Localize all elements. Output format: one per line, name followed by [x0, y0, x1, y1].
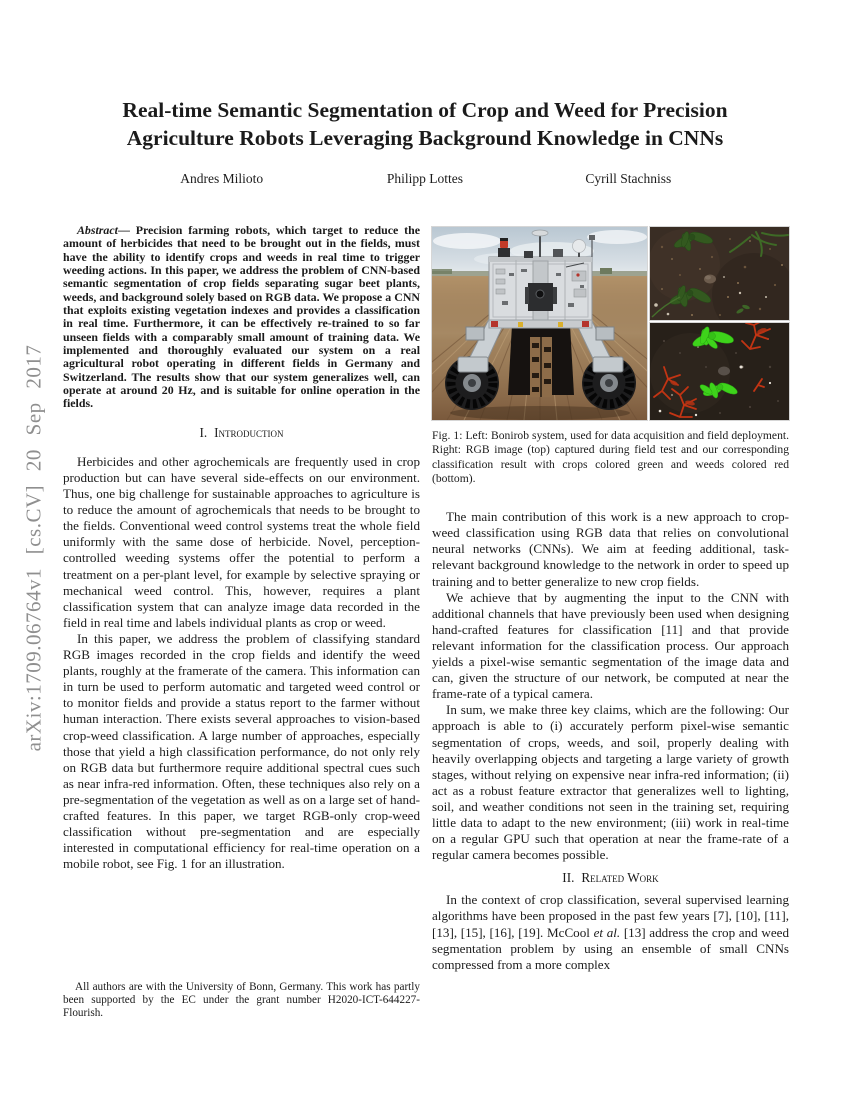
abstract-text: — Precision farming robots, which target to reduce the amount of herbicides that need to be brought out in the fields, must have the ability to identify crops and weeds in real time to trigger weeding actions. In this paper, we address the problem of CNN-based semantic segmentation of crop fields separating sugar beet plants, weeds, and background solely based on RGB data. We propose a CNN that exploits existing vegetation indexes and provides a classification in real time. Furthermore, it can be effectively re-trained to so far unseen fields with a comparably small amount of training data. We implemented and thoroughly evaluated our system on a real agricultural robot operating in different fields in Germany and Switzerland. The results show that our system generalizes well, can operate at around 20 Hz, and is suitable for online operation in the fields. [63, 223, 420, 411]
left-column [63, 224, 420, 872]
authors-row [120, 171, 730, 187]
contribution-paragraph-1: The main contribution of this work is a new approach to crop-weed classification using RGB data that relies on convolutional neural networks (CNNs). We aim at feeding additional, task-relevant background knowledge to the network in order to speed up training and to better generalize to new crop fields. [432, 509, 789, 589]
figure-1 [432, 227, 789, 486]
paper-title-line1: Real-time Semantic Segmentation of Crop and Weed for Precision [122, 98, 728, 122]
bonirob-robot-photo [432, 227, 647, 420]
classification-result-photo [650, 323, 789, 420]
contribution-paragraph-2: We achieve that by augmenting the input to the CNN with additional channels that have previously been used when designing hand-crafted features for classification [11] and that provide relevant information for the classification process. Our approach yields a pixel-wise semantic segmentation of the image data and can, given the structure of our network, be computed at near the frame-rate of a typical camera. [432, 589, 789, 702]
paper-title [0, 96, 850, 152]
paper-title-line2: Agriculture Robots Leveraging Background Knowledge in CNNs [126, 126, 724, 150]
right-column [432, 227, 789, 973]
related-work-paragraph-1: In the context of crop classification, several supervised learning algorithms have been proposed in the past few years [7], [10], [11], [13], [15], [16], [19]. McCool et al. [13] address the crop and weed segmentation problem by using an ensemble of small CNNs compressed from a more complex [432, 892, 789, 972]
author-2: Philipp Lottes [386, 171, 464, 186]
abstract-paragraph [63, 224, 420, 411]
figure-1-right-stack [650, 227, 789, 420]
intro-paragraph-2: In this paper, we address the problem of classifying standard RGB images recorded in the crop fields and identify the weed plants, roughly at the framerate of the camera. This information can in turn be used to perform automatic and targeted weed control or to monitor fields and provide a status report to the farmer without human interaction. There exists several approaches to vision-based crop-weed classification. A large number of approaches, especially those that yield a high classification performance, do not only rely on RGB data but furthermore require additional spectral cues such as near infra-red information. Often, these techniques also rely on a pre-segmentation of the vegetation as well as on a large set of hand-crafted features. In this paper, we target RGB-only crop-weed classification without pre-segmentation and are especially interested in computational efficiency for real-time operation on a mobile robot, see Fig. 1 for an illustration. [63, 630, 420, 872]
arxiv-stamp: arXiv:1709.06764v1 [cs.CV] 20 Sep 2017 [21, 344, 46, 752]
figure-1-images [432, 227, 789, 420]
rgb-field-photo [650, 227, 789, 320]
section-heading-related-work: II. Related Work [562, 870, 659, 886]
abstract-label: Abstract [77, 223, 118, 237]
author-footnote: All authors are with the University of Bonn, Germany. This work has partly been supported by the EC under the grant number H2020-ICT-644227-Flourish. [63, 981, 420, 1020]
intro-paragraph-1: Herbicides and other agrochemicals are frequently used in crop production but can have several side-effects on our environment. Thus, one big challenge for sustainable approaches to agriculture is to reduce the amount of agrochemicals that needs to be brought to the fields. Conventional weed control systems treat the whole field uniformly with the same dose of herbicide. Novel, perception-controlled weeding systems offer the potential to perform a treatment on a per-plant level, for example by selective spraying or mechanical weed control. This, however, requires a plant classification system that can analyze image data recorded in the field in real time and labels individual plants as crop or weed. [63, 453, 420, 630]
author-1: Andres Milioto [180, 171, 264, 186]
author-3: Cyrill Stachniss [585, 171, 672, 186]
section-heading-introduction: I. Introduction [199, 424, 284, 440]
figure-1-caption: Fig. 1: Left: Bonirob system, used for data acquisition and field deployment. Right: RGB image (top) captured during field test and our corresponding classification result with crops colored green and weeds colored red (bottom). [432, 429, 789, 485]
contribution-paragraph-3: In sum, we make three key claims, which are the following: Our approach is able to (i) accurately perform pixel-wise semantic segmentation of crops, weeds, and soil, properly dealing with heavily overlapping objects and targeting a large variety of growth stages, without relying on expensive near infra-red information; (ii) act as a robust feature extractor that generalizes well to lighting, soil, and weather conditions not seen in the training set, requiring little data to adapt to the new environment; (iii) work in real-time on a regular GPU such that operation at near the frame-rate of a regular camera becomes possible. [432, 702, 789, 863]
